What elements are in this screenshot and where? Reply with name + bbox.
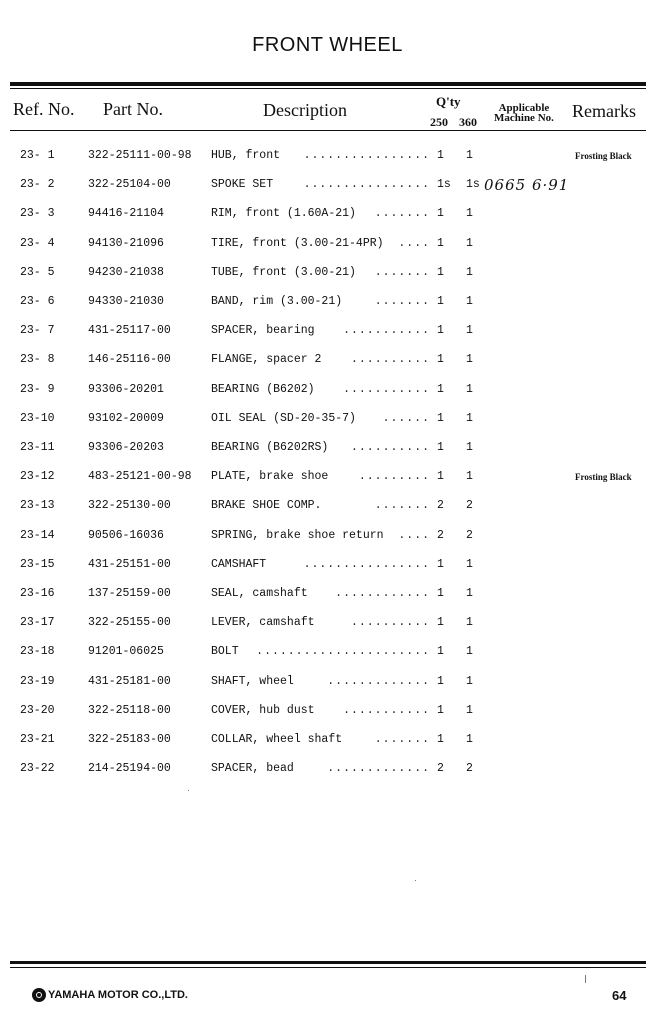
- leader-dots: ................: [303, 178, 430, 191]
- description-cell: BAND, rim (3.00-21): [211, 295, 343, 308]
- ref-no-cell: 23- 7: [20, 324, 55, 337]
- qty-360-cell: 1: [466, 266, 473, 279]
- part-no-cell: 431-25117-00: [88, 324, 171, 337]
- leader-dots: ......................: [256, 645, 430, 658]
- qty-360-cell: 1: [466, 616, 473, 629]
- part-no-cell: 94330-21030: [88, 295, 164, 308]
- part-no-cell: 322-25104-00: [88, 178, 171, 191]
- description-cell: OIL SEAL (SD-20-35-7): [211, 412, 356, 425]
- ref-no-cell: 23-13: [20, 499, 55, 512]
- leader-dots: .......: [374, 266, 430, 279]
- ref-no-cell: 23-17: [20, 616, 55, 629]
- description-cell: SPACER, bearing: [211, 324, 315, 337]
- ref-no-cell: 23-20: [20, 704, 55, 717]
- ref-no-cell: 23- 5: [20, 266, 55, 279]
- table-row: [0, 499, 655, 519]
- ref-no-cell: 23-11: [20, 441, 55, 454]
- description-cell: COLLAR, wheel shaft: [211, 733, 343, 746]
- part-no-cell: 431-25151-00: [88, 558, 171, 571]
- qty-250-cell: 1: [437, 353, 444, 366]
- qty-250-cell: 1: [437, 207, 444, 220]
- col-header-remarks: Remarks: [572, 101, 636, 121]
- description-cell: PLATE, brake shoe: [211, 470, 329, 483]
- col-header-ref-no: Ref. No.: [13, 99, 75, 119]
- leader-dots: .............: [327, 675, 430, 688]
- table-row: [0, 353, 655, 373]
- table-row: [0, 441, 655, 461]
- col-header-part-no: Part No.: [103, 99, 163, 119]
- table-row: [0, 675, 655, 695]
- qty-250-cell: 1: [437, 441, 444, 454]
- qty-250-cell: 1: [437, 675, 444, 688]
- qty-360-cell: 1: [466, 149, 473, 162]
- ref-no-cell: 23-14: [20, 529, 55, 542]
- qty-360-cell: 1: [466, 295, 473, 308]
- qty-250-cell: 2: [437, 529, 444, 542]
- description-cell: LEVER, camshaft: [211, 616, 315, 629]
- leader-dots: .........: [358, 470, 430, 483]
- description-cell: BEARING (B6202): [211, 383, 315, 396]
- part-no-cell: 93306-20201: [88, 383, 164, 396]
- scan-speck: [415, 880, 416, 881]
- part-no-cell: 146-25116-00: [88, 353, 171, 366]
- col-header-qty-250: 250: [430, 115, 448, 129]
- description-cell: SPACER, bead: [211, 762, 294, 775]
- part-no-cell: 322-25183-00: [88, 733, 171, 746]
- description-cell: RIM, front (1.60A-21): [211, 207, 356, 220]
- header-top-rule-thin: [10, 88, 646, 89]
- leader-dots: ................: [303, 558, 430, 571]
- table-row: [0, 529, 655, 549]
- footer-rule-thin: [10, 967, 646, 968]
- qty-360-cell: 1: [466, 704, 473, 717]
- leader-dots: ............: [335, 587, 430, 600]
- ref-no-cell: 23- 9: [20, 383, 55, 396]
- description-cell: SEAL, camshaft: [211, 587, 308, 600]
- qty-250-cell: 2: [437, 762, 444, 775]
- leader-dots: ...........: [343, 324, 430, 337]
- table-row: [0, 266, 655, 286]
- col-header-qty: Q'ty: [436, 94, 461, 109]
- col-header-description: Description: [263, 100, 347, 120]
- qty-360-cell: 1: [466, 645, 473, 658]
- qty-250-cell: 1: [437, 645, 444, 658]
- qty-360-cell: 1: [466, 733, 473, 746]
- qty-250-cell: 1: [437, 383, 444, 396]
- part-no-cell: 322-25130-00: [88, 499, 171, 512]
- description-cell: FLANGE, spacer 2: [211, 353, 322, 366]
- qty-360-cell: 1: [466, 207, 473, 220]
- leader-dots: .......: [374, 499, 430, 512]
- part-no-cell: 90506-16036: [88, 529, 164, 542]
- qty-250-cell: 1: [437, 295, 444, 308]
- qty-250-cell: 1: [437, 266, 444, 279]
- publisher-name: YAMAHA MOTOR CO.,LTD.: [48, 989, 188, 1001]
- qty-360-cell: 2: [466, 499, 473, 512]
- part-no-cell: 322-25155-00: [88, 616, 171, 629]
- qty-360-cell: 1: [466, 412, 473, 425]
- part-no-cell: 483-25121-00-98: [88, 470, 192, 483]
- description-cell: BOLT: [211, 645, 239, 658]
- leader-dots: ....: [398, 237, 430, 250]
- qty-360-cell: 1s: [466, 178, 480, 191]
- table-row: [0, 645, 655, 665]
- qty-360-cell: 1: [466, 558, 473, 571]
- description-cell: SPRING, brake shoe return: [211, 529, 384, 542]
- footer-rule: [10, 961, 646, 964]
- handwritten-note: 0665 6·91: [484, 176, 570, 194]
- qty-250-cell: 2: [437, 499, 444, 512]
- qty-250-cell: 1: [437, 237, 444, 250]
- description-cell: TUBE, front (3.00-21): [211, 266, 356, 279]
- qty-360-cell: 2: [466, 762, 473, 775]
- scan-speck: [188, 790, 189, 791]
- page-title: FRONT WHEEL: [252, 34, 403, 56]
- qty-250-cell: 1: [437, 412, 444, 425]
- leader-dots: ...........: [343, 704, 430, 717]
- ref-no-cell: 23- 8: [20, 353, 55, 366]
- part-no-cell: 93102-20009: [88, 412, 164, 425]
- part-no-cell: 214-25194-00: [88, 762, 171, 775]
- qty-360-cell: 1: [466, 353, 473, 366]
- description-cell: SPOKE SET: [211, 178, 274, 191]
- table-row: [0, 207, 655, 227]
- part-no-cell: 93306-20203: [88, 441, 164, 454]
- table-row: [0, 412, 655, 432]
- leader-dots: ....: [398, 529, 430, 542]
- ref-no-cell: 23-12: [20, 470, 55, 483]
- description-cell: SHAFT, wheel: [211, 675, 294, 688]
- leader-dots: ...........: [343, 383, 430, 396]
- qty-250-cell: 1: [437, 733, 444, 746]
- table-row: [0, 733, 655, 753]
- ref-no-cell: 23-15: [20, 558, 55, 571]
- ref-no-cell: 23-18: [20, 645, 55, 658]
- table-row: [0, 383, 655, 403]
- description-cell: CAMSHAFT: [211, 558, 267, 571]
- qty-360-cell: 2: [466, 529, 473, 542]
- part-no-cell: 94130-21096: [88, 237, 164, 250]
- leader-dots: .......: [374, 207, 430, 220]
- leader-dots: ..........: [350, 616, 430, 629]
- scan-speck: [585, 975, 586, 983]
- publisher-logo: [32, 988, 188, 1002]
- ref-no-cell: 23- 4: [20, 237, 55, 250]
- part-no-cell: 322-25111-00-98: [88, 149, 192, 162]
- part-no-cell: 137-25159-00: [88, 587, 171, 600]
- leader-dots: .............: [327, 762, 430, 775]
- ref-no-cell: 23-22: [20, 762, 55, 775]
- leader-dots: .......: [374, 733, 430, 746]
- qty-250-cell: 1: [437, 149, 444, 162]
- leader-dots: ......: [382, 412, 430, 425]
- ref-no-cell: 23-16: [20, 587, 55, 600]
- leader-dots: ................: [303, 149, 430, 162]
- ref-no-cell: 23- 2: [20, 178, 55, 191]
- qty-360-cell: 1: [466, 324, 473, 337]
- qty-250-cell: 1: [437, 470, 444, 483]
- part-no-cell: 322-25118-00: [88, 704, 171, 717]
- leader-dots: .......: [374, 295, 430, 308]
- ref-no-cell: 23- 6: [20, 295, 55, 308]
- qty-250-cell: 1: [437, 616, 444, 629]
- yamaha-emblem-icon: [32, 988, 46, 1002]
- col-header-applicable-line1: Applicable: [498, 102, 550, 114]
- table-row: [0, 295, 655, 315]
- qty-360-cell: 1: [466, 237, 473, 250]
- description-cell: TIRE, front (3.00-21-4PR): [211, 237, 384, 250]
- table-row: [0, 558, 655, 578]
- qty-250-cell: 1: [437, 587, 444, 600]
- qty-360-cell: 1: [466, 383, 473, 396]
- qty-360-cell: 1: [466, 470, 473, 483]
- description-cell: HUB, front: [211, 149, 281, 162]
- table-row: [0, 149, 655, 169]
- header-top-rule: [10, 82, 646, 86]
- ref-no-cell: 23-19: [20, 675, 55, 688]
- col-header-applicable: [494, 103, 554, 123]
- col-header-qty-360: 360: [459, 115, 477, 129]
- ref-no-cell: 23- 3: [20, 207, 55, 220]
- table-row: [0, 324, 655, 344]
- qty-360-cell: 1: [466, 675, 473, 688]
- ref-no-cell: 23- 1: [20, 149, 55, 162]
- part-no-cell: 94416-21104: [88, 207, 164, 220]
- leader-dots: ..........: [350, 353, 430, 366]
- description-cell: COVER, hub dust: [211, 704, 315, 717]
- qty-250-cell: 1: [437, 704, 444, 717]
- qty-360-cell: 1: [466, 441, 473, 454]
- col-header-applicable-line2: Machine No.: [494, 112, 554, 124]
- description-cell: BRAKE SHOE COMP.: [211, 499, 322, 512]
- qty-250-cell: 1: [437, 324, 444, 337]
- page-number: 64: [612, 988, 627, 1003]
- ref-no-cell: 23-10: [20, 412, 55, 425]
- leader-dots: ..........: [350, 441, 430, 454]
- qty-360-cell: 1: [466, 587, 473, 600]
- qty-250-cell: 1: [437, 558, 444, 571]
- part-no-cell: 94230-21038: [88, 266, 164, 279]
- ref-no-cell: 23-21: [20, 733, 55, 746]
- description-cell: BEARING (B6202RS): [211, 441, 329, 454]
- part-no-cell: 91201-06025: [88, 645, 164, 658]
- table-row: [0, 470, 655, 490]
- table-row: [0, 762, 655, 782]
- part-no-cell: 431-25181-00: [88, 675, 171, 688]
- table-row: [0, 237, 655, 257]
- table-row: [0, 616, 655, 636]
- remarks-cell: Frosting Black: [575, 472, 632, 482]
- table-row: [0, 704, 655, 724]
- header-bottom-rule: [10, 130, 646, 131]
- qty-250-cell: 1s: [437, 178, 451, 191]
- table-row: [0, 587, 655, 607]
- remarks-cell: Frosting Black: [575, 151, 632, 161]
